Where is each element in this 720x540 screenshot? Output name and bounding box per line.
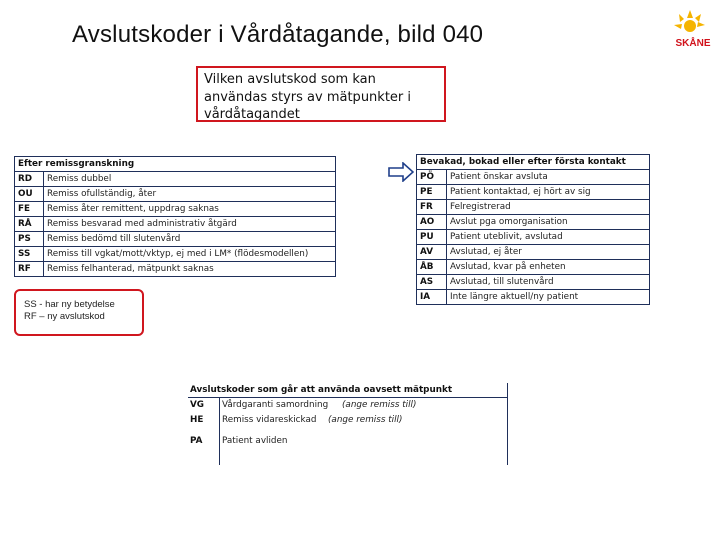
code-cell: RF bbox=[15, 262, 44, 277]
description-cell: Remiss åter remittent, uppdrag saknas bbox=[44, 202, 336, 217]
code-cell: IA bbox=[417, 290, 447, 305]
remiss-note: (ange remiss till) bbox=[328, 415, 403, 425]
code-cell: AV bbox=[417, 245, 447, 260]
description-cell: Felregistrerad bbox=[447, 200, 650, 215]
description-cell: Inte längre aktuell/ny patient bbox=[447, 290, 650, 305]
table-header-row bbox=[417, 155, 650, 170]
description-cell: Remiss till vgkat/mott/vktyp, ej med i LM* (flödesmodellen) bbox=[44, 247, 336, 262]
code-cell: PÖ bbox=[417, 170, 447, 185]
remiss-note: (ange remiss till) bbox=[342, 400, 417, 410]
code-cell: FR bbox=[417, 200, 447, 215]
table-row bbox=[15, 262, 336, 277]
callout-text: Vilken avslutskod som kan användas styrs av mätpunkter i vårdåtagandet bbox=[204, 72, 412, 122]
table-row bbox=[15, 217, 336, 232]
table-row bbox=[15, 187, 336, 202]
code-cell: AS bbox=[417, 275, 447, 290]
table-row bbox=[417, 215, 650, 230]
code-cell: PA bbox=[190, 436, 203, 446]
description-cell: Avslutad, kvar på enheten bbox=[447, 260, 650, 275]
code-cell: VG bbox=[190, 400, 205, 410]
description-cell: Remiss besvarad med administrativ åtgärd bbox=[44, 217, 336, 232]
callout-box bbox=[196, 66, 446, 122]
description-cell: Patient avliden bbox=[222, 436, 288, 446]
table-row bbox=[417, 200, 650, 215]
logo-text: SKÅNE bbox=[675, 38, 711, 49]
table-row bbox=[417, 260, 650, 275]
note-line: SS - har ny betydelse bbox=[24, 299, 115, 310]
description-cell: Avslut pga omorganisation bbox=[447, 215, 650, 230]
table-row bbox=[188, 434, 508, 449]
code-cell: ÅB bbox=[417, 260, 447, 275]
left-code-table bbox=[14, 156, 336, 277]
description-cell: Avslutad, till slutenvård bbox=[447, 275, 650, 290]
left-table-header: Efter remissgranskning bbox=[15, 157, 336, 172]
table-row bbox=[15, 172, 336, 187]
table-row bbox=[417, 290, 650, 305]
code-cell: AO bbox=[417, 215, 447, 230]
description-cell: Remiss bedömd till slutenvård bbox=[44, 232, 336, 247]
general-code-table bbox=[188, 383, 508, 449]
description-cell: Remiss felhanterad, mätpunkt saknas bbox=[44, 262, 336, 277]
description-cell: Remiss vidareskickad bbox=[222, 415, 317, 425]
description-cell: Avslutad, ej åter bbox=[447, 245, 650, 260]
code-cell: FE bbox=[15, 202, 44, 217]
description-cell: Remiss dubbel bbox=[44, 172, 336, 187]
description-cell: Patient kontaktad, ej hört av sig bbox=[447, 185, 650, 200]
code-cell: PE bbox=[417, 185, 447, 200]
note-line: RF – ny avslutskod bbox=[24, 311, 105, 322]
table-row bbox=[15, 232, 336, 247]
slide-title: Avslutskoder i Vårdåtagande, bild 040 bbox=[72, 21, 484, 48]
table-row bbox=[417, 245, 650, 260]
outline-right-arrow-icon bbox=[388, 162, 414, 182]
code-cell: HE bbox=[190, 415, 204, 425]
table-row bbox=[417, 275, 650, 290]
right-code-table bbox=[416, 154, 650, 305]
code-cell: PU bbox=[417, 230, 447, 245]
table-row bbox=[188, 413, 508, 428]
table-row bbox=[417, 170, 650, 185]
code-cell: RÅ bbox=[15, 217, 44, 232]
table-header-row bbox=[15, 157, 336, 172]
general-table-header: Avslutskoder som går att använda oavsett mätpunkt bbox=[188, 383, 508, 398]
table-row bbox=[15, 202, 336, 217]
code-cell: SS bbox=[15, 247, 44, 262]
code-cell: PS bbox=[15, 232, 44, 247]
description-cell: Patient önskar avsluta bbox=[447, 170, 650, 185]
table-row bbox=[417, 230, 650, 245]
note-box bbox=[14, 289, 144, 336]
table-row bbox=[15, 247, 336, 262]
table-row bbox=[188, 398, 508, 413]
description-cell: Remiss ofullständig, åter bbox=[44, 187, 336, 202]
right-table-header: Bevakad, bokad eller efter första kontakt bbox=[417, 155, 650, 170]
description-cell: Vårdgaranti samordning bbox=[222, 400, 329, 410]
code-cell: OU bbox=[15, 187, 44, 202]
table-row bbox=[417, 185, 650, 200]
description-cell: Patient uteblivit, avslutad bbox=[447, 230, 650, 245]
code-cell: RD bbox=[15, 172, 44, 187]
